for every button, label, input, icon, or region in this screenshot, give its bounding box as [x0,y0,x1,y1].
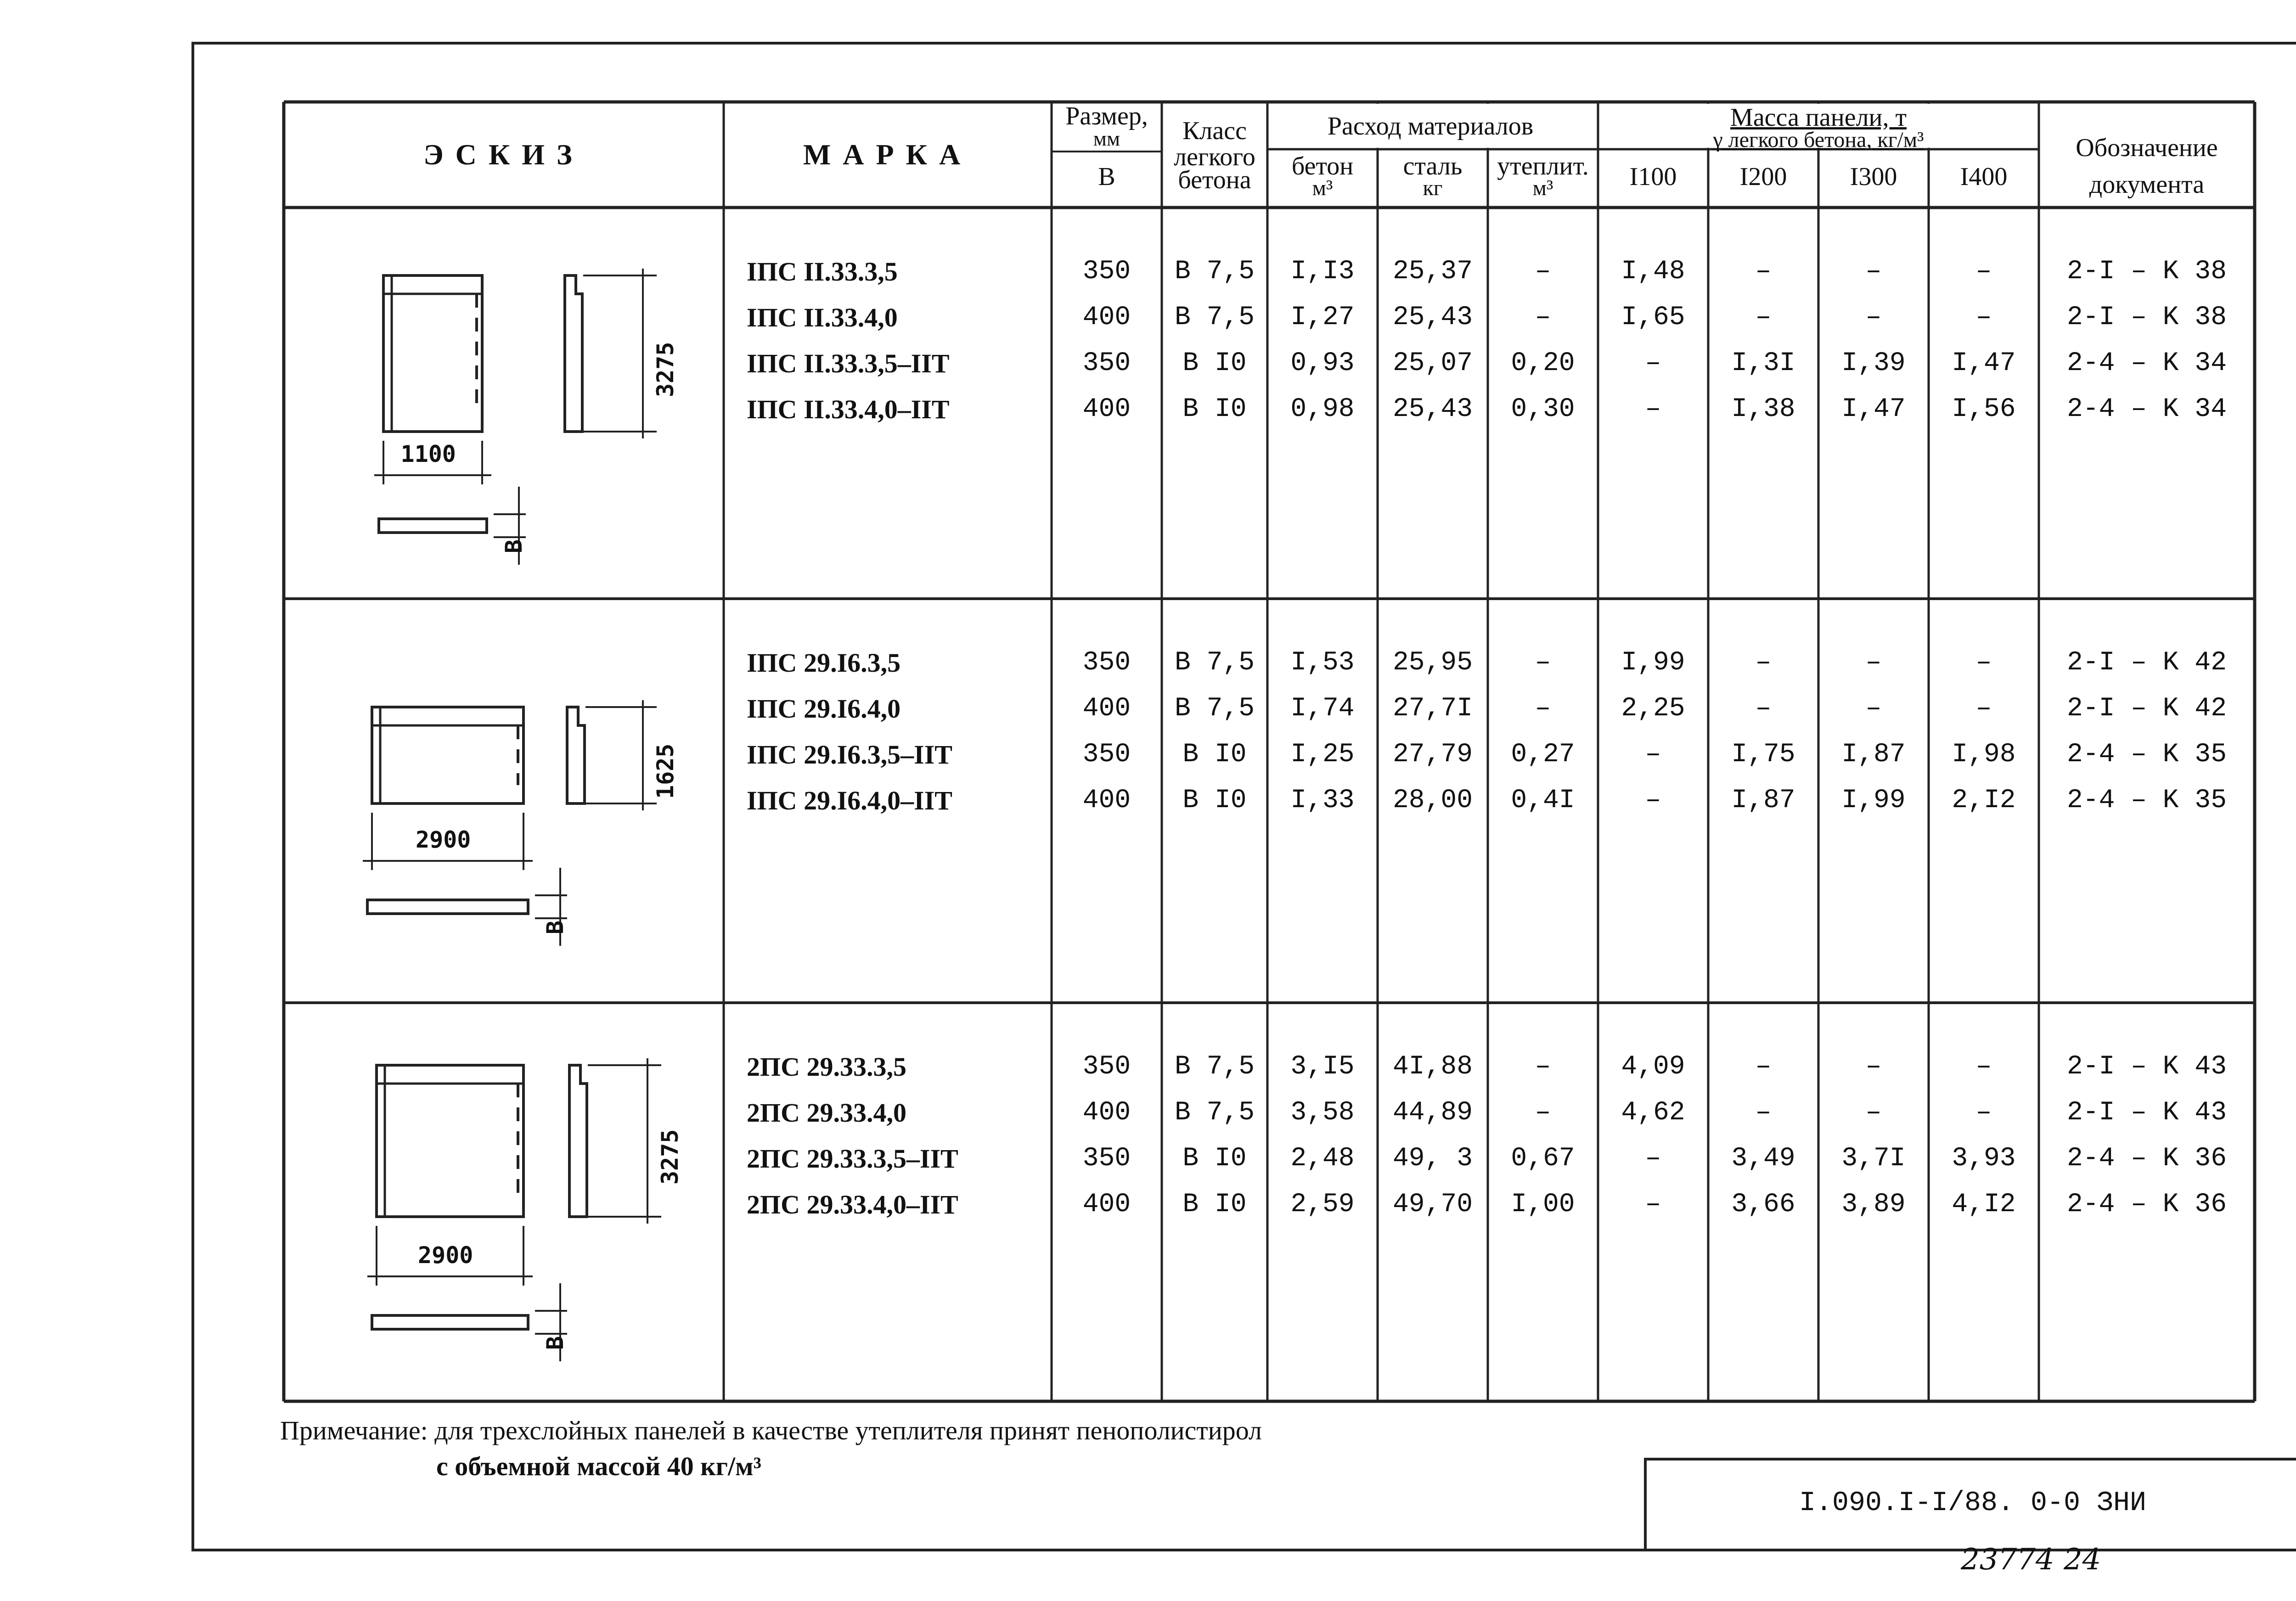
header-class-line2: легкого [1174,142,1255,171]
cell-m1200: – [1755,1051,1772,1082]
cell-size: 350 [1082,739,1131,770]
cell-class: В 7,5 [1174,1051,1255,1082]
cell-m1200: – [1755,1097,1772,1128]
cell-insul: – [1535,647,1551,678]
cell-doc: 2-4 – K 34 [2066,394,2227,424]
cell-doc: 2-I – K 42 [2066,647,2227,678]
height-dimension-label: 3275 [652,342,679,397]
document-code: I.090.I-I/88. 0-0 ЗНИ [1799,1487,2147,1519]
header-concrete: бетон [1291,152,1354,181]
cell-size: 400 [1082,785,1131,815]
cell-mark: IПС II.33.3,5–IIТ [747,348,950,378]
cell-m1100: – [1645,394,1661,424]
cell-size: 350 [1082,348,1131,378]
cell-concrete: 2,48 [1290,1143,1355,1174]
header-density-1300: I300 [1850,162,1897,191]
header-mass-density: γ легкого бетона, кг/м³ [1713,127,1924,152]
header-insul-unit: м³ [1532,175,1553,200]
cell-insul: 0,67 [1511,1143,1575,1174]
cell-concrete: 0,93 [1290,348,1355,378]
cell-m1300: – [1865,1097,1882,1128]
header-steel: сталь [1403,152,1463,181]
cell-concrete: I,74 [1290,693,1355,724]
header-size-line2: мм [1093,126,1120,150]
header-insul: утеплит. [1497,152,1589,181]
cell-size: 400 [1082,1097,1131,1128]
cell-m1300: – [1865,647,1882,678]
panel-side-section [569,1065,587,1217]
cell-concrete: 0,98 [1290,394,1355,424]
header-density-1400: I400 [1960,162,2008,191]
cell-m1200: – [1755,302,1772,332]
cell-concrete: I,25 [1290,739,1355,770]
cell-steel: 49, 3 [1392,1143,1473,1174]
cell-m1100: – [1645,1143,1661,1174]
header-steel-unit: кг [1423,175,1443,200]
cell-m1400: – [1975,1097,1992,1128]
cell-insul: – [1535,302,1551,332]
cell-m1200: I,75 [1731,739,1795,770]
cell-m1200: – [1755,647,1772,678]
header-doc-line1: Обозначение [2076,134,2218,163]
cell-steel: 25,37 [1392,256,1473,286]
cell-m1200: 3,49 [1731,1143,1795,1174]
panel-plan-view [379,519,487,533]
cell-steel: 27,7I [1392,693,1473,724]
cell-class: В I0 [1182,785,1247,815]
cell-steel: 25,95 [1392,647,1473,678]
cell-class: В 7,5 [1174,256,1255,286]
cell-doc: 2-I – K 42 [2066,693,2227,724]
header-mass: Масса панели, т [1730,103,1907,132]
cell-class: В I0 [1182,348,1247,378]
cell-m1100: I,48 [1621,256,1685,286]
cell-mark: 2ПС 29.33.3,5 [747,1051,906,1082]
inventory-number: 23774 24 [1961,1543,2101,1577]
cell-m1100: – [1645,1189,1661,1219]
cell-class: В 7,5 [1174,647,1255,678]
cell-mark: 2ПС 29.33.4,0 [747,1097,906,1128]
cell-m1200: 3,66 [1731,1189,1795,1219]
cell-concrete: I,53 [1290,647,1355,678]
cell-mark: IПС II.33.4,0–IIТ [747,394,950,424]
cell-m1400: – [1975,256,1992,286]
cell-doc: 2-4 – K 34 [2066,348,2227,378]
cell-m1400: I,98 [1952,739,2016,770]
cell-m1200: – [1755,256,1772,286]
cell-m1100: I,99 [1621,647,1685,678]
cell-concrete: 3,I5 [1290,1051,1355,1082]
cell-doc: 2-4 – K 36 [2066,1189,2227,1219]
cell-m1100: – [1645,348,1661,378]
cell-concrete: I,I3 [1290,256,1355,286]
cell-mark: IПС II.33.4,0 [747,302,898,332]
height-dimension-line [583,269,657,438]
cell-mark: IПС 29.I6.4,0 [747,693,901,724]
cell-m1200: I,38 [1731,394,1795,424]
cell-insul: 0,27 [1511,739,1575,770]
cell-concrete: I,27 [1290,302,1355,332]
cell-steel: 27,79 [1392,739,1473,770]
cell-m1200: I,3I [1731,348,1795,378]
thickness-dimension-label: B [501,539,527,553]
cell-steel: 25,43 [1392,302,1473,332]
panel-plan-view [367,900,528,914]
cell-insul: 0,20 [1511,348,1575,378]
header-concrete-unit: м³ [1312,175,1333,200]
cell-mark: IПС 29.I6.3,5–IIТ [747,739,952,770]
cell-steel: 4I,88 [1392,1051,1473,1082]
cell-class: В 7,5 [1174,1097,1255,1128]
cell-class: В I0 [1182,739,1247,770]
cell-m1400: – [1975,302,1992,332]
note-line2: с объемной массой 40 кг/м³ [436,1451,761,1481]
panel-side-section [567,707,585,803]
panel-side-section [565,275,582,432]
cell-size: 350 [1082,647,1131,678]
height-dimension-label: 1625 [652,743,679,799]
thickness-dimension-label: B [542,920,568,934]
note-line1: Примечание: для трехслойных панелей в качестве утеплителя принят пенополистирол [280,1416,1262,1445]
cell-m1300: – [1865,302,1882,332]
cell-size: 400 [1082,693,1131,724]
cell-m1100: 4,09 [1621,1051,1685,1082]
cell-class: В I0 [1182,1143,1247,1174]
cell-insul: 0,4I [1511,785,1575,815]
cell-m1100: – [1645,785,1661,815]
cell-m1300: I,87 [1841,739,1906,770]
cell-insul: – [1535,1097,1551,1128]
cell-size: 350 [1082,1051,1131,1082]
height-dimension-label: 3275 [657,1129,683,1185]
title-block [1644,1458,2296,1549]
cell-concrete: 3,58 [1290,1097,1355,1128]
cell-size: 350 [1082,256,1131,286]
cell-m1100: – [1645,739,1661,770]
cell-class: В 7,5 [1174,693,1255,724]
cell-insul: I,00 [1511,1189,1575,1219]
cell-m1200: I,87 [1731,785,1795,815]
width-dimension-label: 2900 [418,1242,473,1269]
cell-m1300: – [1865,1051,1882,1082]
cell-m1100: 2,25 [1621,693,1685,724]
cell-doc: 2-I – K 38 [2066,256,2227,286]
cell-mark: IПС 29.I6.3,5 [747,647,901,678]
header-sketch: ЭСКИЗ [423,138,584,171]
cell-m1400: I,47 [1952,348,2016,378]
cell-m1400: – [1975,693,1992,724]
cell-insul: 0,30 [1511,394,1575,424]
cell-mark: 2ПС 29.33.3,5–IIТ [747,1143,958,1174]
height-dimension-line [588,1058,661,1224]
panel-front-view [383,275,482,432]
cell-steel: 25,07 [1392,348,1473,378]
cell-class: В I0 [1182,1189,1247,1219]
header-class-line1: Класс [1182,116,1247,145]
cell-insul: – [1535,256,1551,286]
header-size-b: В [1098,162,1115,191]
cell-insul: – [1535,693,1551,724]
cell-steel: 25,43 [1392,394,1473,424]
header-density-1200: I200 [1739,162,1787,191]
header-density-1100: I100 [1629,162,1677,191]
width-dimension-label: 2900 [416,826,471,853]
cell-doc: 2-I – K 43 [2066,1097,2227,1128]
header-class-line3: бетона [1178,165,1251,194]
cell-class: В I0 [1182,394,1247,424]
cell-m1400: 2,I2 [1952,785,2016,815]
cell-size: 400 [1082,394,1131,424]
cell-size: 400 [1082,302,1131,332]
cell-m1300: I,39 [1841,348,1906,378]
cell-mark: IПС 29.I6.4,0–IIТ [747,785,952,815]
cell-doc: 2-I – K 43 [2066,1051,2227,1082]
panel-front-view [377,1065,523,1217]
cell-concrete: 2,59 [1290,1189,1355,1219]
height-dimension-line [585,700,657,810]
cell-m1400: – [1975,647,1992,678]
cell-m1400: 3,93 [1952,1143,2016,1174]
cell-doc: 2-4 – K 35 [2066,785,2227,815]
cell-m1200: – [1755,693,1772,724]
cell-m1300: I,47 [1841,394,1906,424]
panel-plan-view [372,1315,528,1329]
cell-size: 350 [1082,1143,1131,1174]
cell-doc: 2-4 – K 35 [2066,739,2227,770]
header-size-line1: Размер, [1065,101,1148,130]
cell-m1300: – [1865,693,1882,724]
cell-steel: 44,89 [1392,1097,1473,1128]
cell-m1400: I,56 [1952,394,2016,424]
cell-doc: 2-4 – K 36 [2066,1143,2227,1174]
cell-mark: 2ПС 29.33.4,0–IIТ [747,1189,958,1219]
cell-insul: – [1535,1051,1551,1082]
cell-steel: 28,00 [1392,785,1473,815]
cell-m1300: I,99 [1841,785,1906,815]
cell-m1100: 4,62 [1621,1097,1685,1128]
cell-steel: 49,70 [1392,1189,1473,1219]
header-materials: Расход материалов [1327,112,1534,140]
width-dimension-label: 1100 [400,441,456,467]
header-doc-line2: документа [2089,170,2205,199]
cell-m1300: – [1865,256,1882,286]
cell-m1300: 3,89 [1841,1189,1906,1219]
cell-m1100: I,65 [1621,302,1685,332]
cell-m1300: 3,7I [1841,1143,1906,1174]
header-mark: МАРКА [803,138,973,171]
cell-class: В 7,5 [1174,302,1255,332]
cell-size: 400 [1082,1189,1131,1219]
cell-mark: IПС II.33.3,5 [747,256,898,286]
cell-concrete: I,33 [1290,785,1355,815]
thickness-dimension-label: B [542,1336,568,1350]
cell-m1400: – [1975,1051,1992,1082]
panel-front-view [372,707,523,803]
cell-doc: 2-I – K 38 [2066,302,2227,332]
cell-m1400: 4,I2 [1952,1189,2016,1219]
